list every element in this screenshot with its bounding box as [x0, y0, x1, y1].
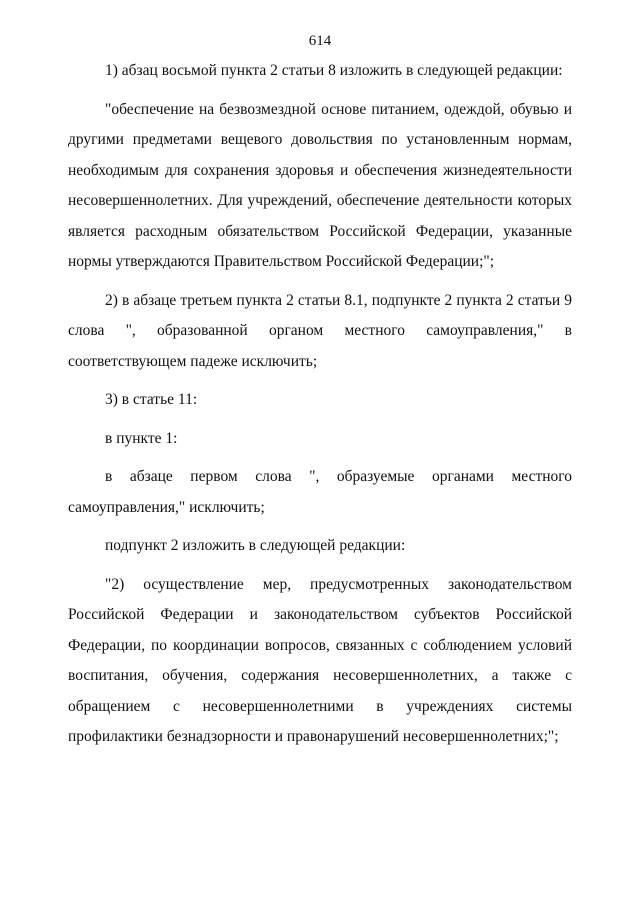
paragraph-2: "обеспечение на безвозмездной основе питанием, одеждой, обувью и другими предметами вещевого довольствия по установленным нормам, необходимым для сохранения здоровья и обеспечения жизнедеятельности несовершеннолетних. Для учреждений, обеспечение деятельности которых является расходным обязательством Российской Федерации, указанные нормы утверждаются Правительством Российской Федерации;"; — [68, 100, 572, 270]
paragraph-6: в абзаце первом слова ", образуемые органами местного самоуправления," исключить; — [68, 468, 572, 516]
paragraph-1: 1) абзац восьмой пункта 2 статьи 8 изложить в следующей редакции: — [105, 62, 563, 79]
paragraph-8: "2) осуществление мер, предусмотренных законодательством Российской Федерации и законодательством субъектов Российской Федерации, по координации вопросов, связанных с соблюдением условий воспитания, обучения, содержания несовершеннолетних, а также с обращением с несовершеннолетними в учреждениях системы профилактики безнадзорности и правонарушений несовершеннолетних;"; — [68, 575, 572, 745]
paragraph-4: 3) в статье 11: — [105, 391, 198, 408]
paragraph-7: подпункт 2 изложить в следующей редакции: — [105, 537, 406, 554]
paragraph-3: 2) в абзаце третьем пункта 2 статьи 8.1, подпункте 2 пункта 2 статьи 9 слова ", образованной органом местного самоуправления," в соответствующем падеже исключить; — [68, 291, 572, 370]
paragraph-5: в пункте 1: — [105, 429, 178, 447]
document-body — [68, 56, 572, 761]
page-number: 614 — [308, 33, 332, 49]
